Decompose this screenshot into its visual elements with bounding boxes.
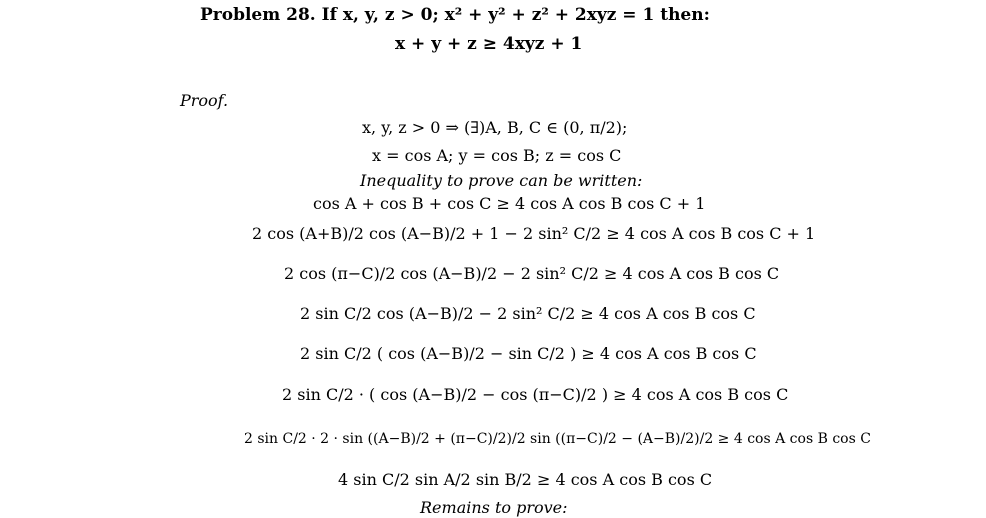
proof-line-step-7: 4 sin C/2 sin A/2 sin B/2 ≥ 4 cos A cos B cos C <box>338 470 713 489</box>
proof-line-step-3: 2 sin C/2 cos (A−B)/2 − 2 sin² C/2 ≥ 4 cos A cos B cos C <box>300 304 756 323</box>
problem-title: Problem 28. If x, y, z > 0; x² + y² + z² + 2xyz = 1 then: <box>200 5 710 25</box>
proof-line-step-2: 2 cos (π−C)/2 cos (A−B)/2 − 2 sin² C/2 ≥ 4 cos A cos B cos C <box>284 264 780 283</box>
proof-line-substitution-domain: x, y, z > 0 ⇒ (∃)A, B, C ∈ (0, π/2); <box>362 118 628 137</box>
proof-line-remains: Remains to prove: <box>420 498 568 517</box>
proof-line-step-1: 2 cos (A+B)/2 cos (A−B)/2 + 1 − 2 sin² C/2 ≥ 4 cos A cos B cos C + 1 <box>252 224 816 243</box>
proof-line-step-6: 2 sin C/2 · 2 · sin ((A−B)/2 + (π−C)/2)/2 sin ((π−C)/2 − (A−B)/2)/2 ≥ 4 cos A cos B cos C <box>244 431 871 447</box>
problem-claim: x + y + z ≥ 4xyz + 1 <box>395 34 583 54</box>
proof-line-step-4: 2 sin C/2 ( cos (A−B)/2 − sin C/2 ) ≥ 4 cos A cos B cos C <box>300 344 757 363</box>
proof-line-cosine-substitution: x = cos A; y = cos B; z = cos C <box>372 146 622 165</box>
proof-line-rewrite-note: Inequality to prove can be written: <box>360 171 643 190</box>
proof-line-inequality: cos A + cos B + cos C ≥ 4 cos A cos B cos C + 1 <box>313 194 706 213</box>
proof-label: Proof. <box>180 91 229 110</box>
proof-line-step-5: 2 sin C/2 · ( cos (A−B)/2 − cos (π−C)/2 ) ≥ 4 cos A cos B cos C <box>282 385 789 404</box>
